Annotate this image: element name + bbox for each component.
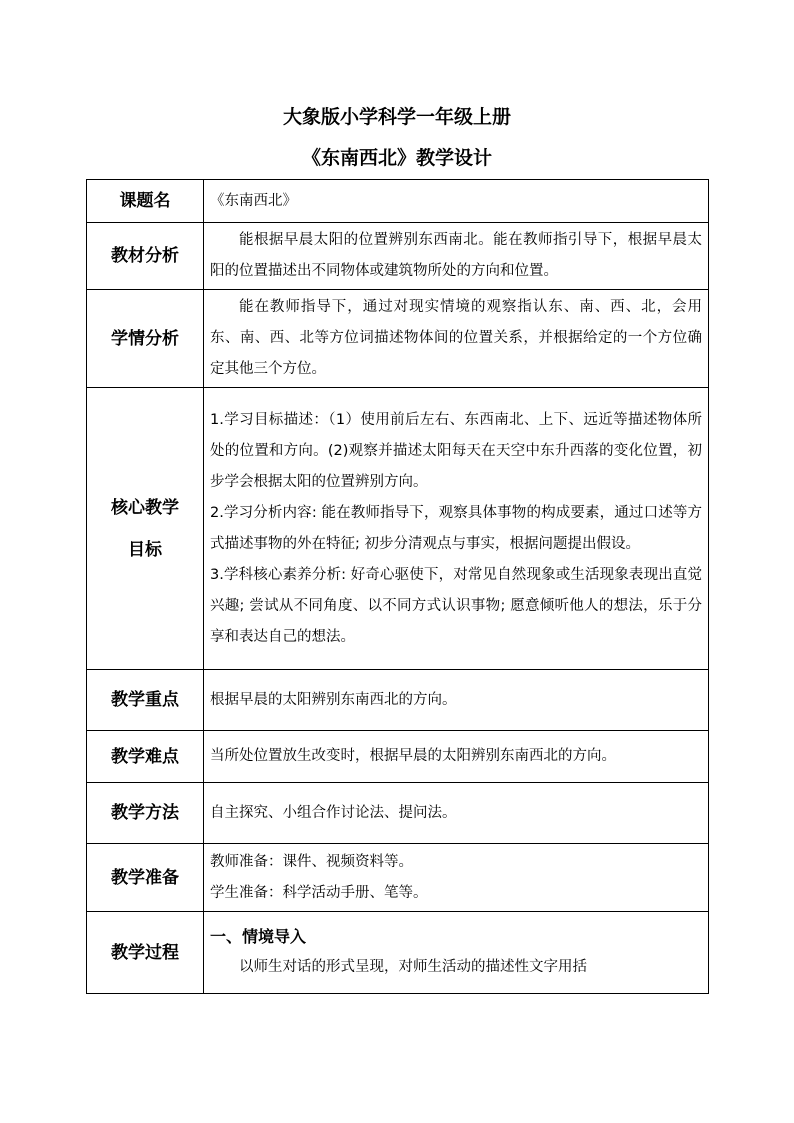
label-topic: 课题名 [87, 180, 204, 223]
table-row-process [87, 912, 709, 994]
material-analysis-text: 能根据早晨太阳的位置辨别东西南北。能在教师指引导下，根据早晨太阳的位置描述出不同物体或建筑物所处的方向和位置。 [210, 232, 702, 279]
value-core-goals [204, 388, 709, 670]
label-difficulties: 教学难点 [87, 731, 204, 783]
label-process: 教学过程 [87, 912, 204, 994]
table-row-key-points [87, 670, 709, 731]
student-preparation: 学生准备：科学活动手册、笔等。 [210, 884, 428, 901]
table-row-learner-analysis [87, 290, 709, 388]
core-goal-item: 2.学习分析内容: 能在教师指导下，观察具体事物的构成要素，通过口述等方式描述事物的外在特征; 初步分清观点与事实，根据问题提出假设。 [210, 504, 702, 552]
value-key-points: 根据早晨的太阳辨别东南西北的方向。 [204, 670, 709, 731]
value-material-analysis [204, 223, 709, 290]
label-core-goals [87, 388, 204, 670]
label-learner-analysis: 学情分析 [87, 290, 204, 388]
value-process [204, 912, 709, 994]
table-row-topic [87, 180, 709, 223]
label-methods: 教学方法 [87, 783, 204, 844]
value-methods: 自主探究、小组合作讨论法、提问法。 [204, 783, 709, 844]
value-difficulties: 当所处位置放生改变时，根据早晨的太阳辨别东南西北的方向。 [204, 731, 709, 783]
table-row-material-analysis [87, 223, 709, 290]
value-preparation [204, 844, 709, 912]
table-row-core-goals [87, 388, 709, 670]
table-row-preparation [87, 844, 709, 912]
process-section-title: 一、情境导入 [210, 927, 307, 946]
learner-analysis-text: 能在教师指导下，通过对现实情境的观察指认东、南、西、北，会用东、南、西、北等方位词描述物体间的位置关系，并根据给定的一个方位确定其他三个方位。 [210, 299, 702, 377]
lesson-plan-table [86, 179, 709, 994]
table-row-methods [87, 783, 709, 844]
label-preparation: 教学准备 [87, 844, 204, 912]
label-material-analysis: 教材分析 [87, 223, 204, 290]
core-goal-item: 1.学习目标描述：（1）使用前后左右、东西南北、上下、远近等描述物体所处的位置和方向。(2)观察并描述太阳每天在天空中东升西落的变化位置，初步学会根据太阳的位置辨别方向。 [210, 411, 702, 490]
core-goal-item: 3.学科核心素养分析: 好奇心驱使下，对常见自然现象或生活现象表现出直觉兴趣; 尝试从不同角度、以不同方式认识事物; 愿意倾听他人的想法，乐于分享和表达自己的想法。 [210, 566, 702, 645]
label-core-goals-line1: 核心教学 [111, 497, 179, 518]
value-topic: 《东南西北》 [204, 180, 709, 223]
teacher-preparation: 教师准备：课件、视频资料等。 [210, 853, 413, 870]
document-subtitle: 《东南西北》教学设计 [301, 147, 492, 169]
process-text: 以师生对话的形式呈现，对师生活动的描述性文字用括 [239, 959, 587, 975]
value-learner-analysis [204, 290, 709, 388]
table-row-difficulties [87, 731, 709, 783]
document-title: 大象版小学科学一年级上册 [282, 106, 511, 128]
label-key-points: 教学重点 [87, 670, 204, 731]
label-core-goals-line2: 目标 [128, 539, 162, 560]
